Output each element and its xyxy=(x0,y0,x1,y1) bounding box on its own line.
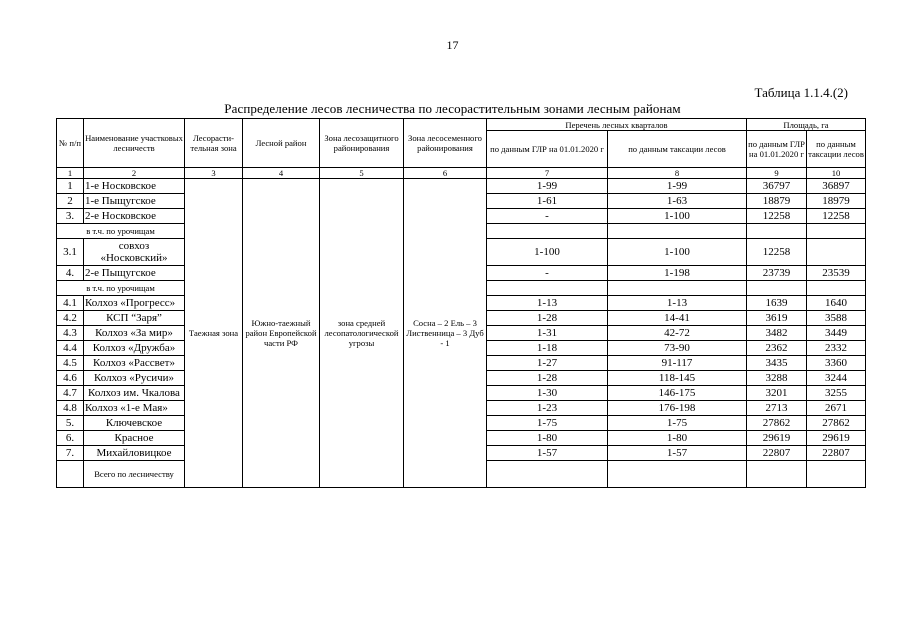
row-quarters-glr: 1-31 xyxy=(487,326,608,341)
row-name: Колхоз им. Чкалова xyxy=(84,386,185,401)
header-seed-zone: Зона лесосеменного районирования xyxy=(404,119,487,168)
header-forest-zone: Лесорасти-тельная зона xyxy=(185,119,243,168)
table-row xyxy=(57,179,866,194)
column-number: 10 xyxy=(807,168,866,179)
header-protect-zone: Зона лесозащитного районирования xyxy=(320,119,404,168)
empty-cell xyxy=(807,461,866,488)
row-quarters-glr: 1-100 xyxy=(487,239,608,266)
row-name: Колхоз «Прогресс» xyxy=(84,296,185,311)
empty-cell xyxy=(807,281,866,296)
row-area-tax: 3244 xyxy=(807,371,866,386)
row-quarters-tax: 14-41 xyxy=(608,311,747,326)
row-quarters-glr: 1-75 xyxy=(487,416,608,431)
row-quarters-tax: 91-117 xyxy=(608,356,747,371)
row-area-tax: 2671 xyxy=(807,401,866,416)
row-area-tax: 23539 xyxy=(807,266,866,281)
row-quarters-tax: 118-145 xyxy=(608,371,747,386)
row-quarters-tax: 176-198 xyxy=(608,401,747,416)
row-name: Колхоз «1-е Мая» xyxy=(84,401,185,416)
subheader-label: в т.ч. по урочищам xyxy=(57,224,185,239)
row-quarters-tax: 1-100 xyxy=(608,239,747,266)
column-number: 4 xyxy=(243,168,320,179)
row-name: Колхоз «Дружба» xyxy=(84,341,185,356)
empty-cell xyxy=(487,224,608,239)
row-num: 4.7 xyxy=(57,386,84,401)
column-number: 2 xyxy=(84,168,185,179)
row-num: 7. xyxy=(57,446,84,461)
row-area-tax: 36897 xyxy=(807,179,866,194)
header-num: № п/п xyxy=(57,119,84,168)
row-area-tax: 3588 xyxy=(807,311,866,326)
row-area-glr: 12258 xyxy=(747,239,807,266)
row-num: 1 xyxy=(57,179,84,194)
row-area-glr: 2362 xyxy=(747,341,807,356)
row-area-tax: 1640 xyxy=(807,296,866,311)
row-area-tax: 12258 xyxy=(807,209,866,224)
header-name: Наименование участковых лесничеств xyxy=(84,119,185,168)
header-quarters-tax: по данным таксации лесов xyxy=(608,131,747,168)
row-quarters-tax: 1-80 xyxy=(608,431,747,446)
row-quarters-glr: 1-99 xyxy=(487,179,608,194)
row-quarters-tax: 73-90 xyxy=(608,341,747,356)
row-area-tax: 29619 xyxy=(807,431,866,446)
row-name: 1-е Носковское xyxy=(84,179,185,194)
row-name: Ключевское xyxy=(84,416,185,431)
header-quarters-glr: по данным ГЛР на 01.01.2020 г xyxy=(487,131,608,168)
row-quarters-tax: 1-198 xyxy=(608,266,747,281)
row-area-glr: 3435 xyxy=(747,356,807,371)
row-quarters-glr: 1-27 xyxy=(487,356,608,371)
row-num: 4.8 xyxy=(57,401,84,416)
header-area-group: Площадь, га xyxy=(747,119,866,131)
empty-cell xyxy=(487,461,608,488)
empty-cell xyxy=(487,281,608,296)
row-area-glr: 29619 xyxy=(747,431,807,446)
row-quarters-glr: 1-61 xyxy=(487,194,608,209)
row-area-glr: 3619 xyxy=(747,311,807,326)
row-area-tax xyxy=(807,239,866,266)
table-label: Таблица 1.1.4.(2) xyxy=(754,85,848,100)
row-quarters-tax: 1-100 xyxy=(608,209,747,224)
row-area-glr: 27862 xyxy=(747,416,807,431)
column-number: 9 xyxy=(747,168,807,179)
empty-cell xyxy=(57,461,84,488)
row-name: КСП “Заря” xyxy=(84,311,185,326)
row-name: 2-е Носковское xyxy=(84,209,185,224)
row-area-glr: 2713 xyxy=(747,401,807,416)
column-number: 3 xyxy=(185,168,243,179)
row-name: Колхоз «Русичи» xyxy=(84,371,185,386)
header-area-glr: по данным ГЛР на 01.01.2020 г xyxy=(747,131,807,168)
seed-zone-cell: Сосна – 2 Ель – 3 Лиственница – 3 Дуб - 1 xyxy=(404,179,487,488)
row-area-tax: 27862 xyxy=(807,416,866,431)
empty-cell xyxy=(608,281,747,296)
row-num: 4.4 xyxy=(57,341,84,356)
empty-cell xyxy=(747,281,807,296)
row-num: 5. xyxy=(57,416,84,431)
header-forest-district: Лесной район xyxy=(243,119,320,168)
row-num: 6. xyxy=(57,431,84,446)
row-area-tax: 2332 xyxy=(807,341,866,356)
column-number: 7 xyxy=(487,168,608,179)
empty-cell xyxy=(747,461,807,488)
forest-zone-cell: Таежная зона xyxy=(185,179,243,488)
empty-cell xyxy=(608,224,747,239)
row-quarters-glr: 1-23 xyxy=(487,401,608,416)
column-number: 8 xyxy=(608,168,747,179)
row-area-tax: 3360 xyxy=(807,356,866,371)
row-num: 4.2 xyxy=(57,311,84,326)
row-quarters-tax: 1-57 xyxy=(608,446,747,461)
empty-cell xyxy=(807,224,866,239)
row-area-glr: 18879 xyxy=(747,194,807,209)
row-area-glr: 22807 xyxy=(747,446,807,461)
row-num: 4.1 xyxy=(57,296,84,311)
row-name: Колхоз «За мир» xyxy=(84,326,185,341)
row-area-glr: 36797 xyxy=(747,179,807,194)
row-name: Колхоз «Рассвет» xyxy=(84,356,185,371)
row-quarters-glr: 1-80 xyxy=(487,431,608,446)
row-quarters-glr: 1-28 xyxy=(487,311,608,326)
row-name: 1-е Пыщугское xyxy=(84,194,185,209)
row-num: 4.6 xyxy=(57,371,84,386)
row-area-tax: 18979 xyxy=(807,194,866,209)
total-label: Всего по лесничеству xyxy=(84,461,185,488)
forest-distribution-table xyxy=(56,118,866,488)
row-quarters-glr: 1-18 xyxy=(487,341,608,356)
row-num: 2 xyxy=(57,194,84,209)
column-number: 1 xyxy=(57,168,84,179)
row-name: Красное xyxy=(84,431,185,446)
row-num: 4. xyxy=(57,266,84,281)
row-quarters-tax: 1-13 xyxy=(608,296,747,311)
row-area-glr: 1639 xyxy=(747,296,807,311)
row-area-glr: 12258 xyxy=(747,209,807,224)
row-quarters-tax: 1-63 xyxy=(608,194,747,209)
row-num: 4.3 xyxy=(57,326,84,341)
row-area-glr: 23739 xyxy=(747,266,807,281)
row-quarters-glr: - xyxy=(487,266,608,281)
subheader-label: в т.ч. по урочищам xyxy=(57,281,185,296)
column-number: 5 xyxy=(320,168,404,179)
empty-cell xyxy=(747,224,807,239)
protect-zone-cell: зона средней лесопатологической угрозы xyxy=(320,179,404,488)
row-quarters-glr: 1-30 xyxy=(487,386,608,401)
row-quarters-tax: 1-99 xyxy=(608,179,747,194)
row-area-glr: 3288 xyxy=(747,371,807,386)
row-num: 4.5 xyxy=(57,356,84,371)
row-quarters-tax: 42-72 xyxy=(608,326,747,341)
empty-cell xyxy=(608,461,747,488)
row-quarters-tax: 1-75 xyxy=(608,416,747,431)
row-name: 2-е Пыщугское xyxy=(84,266,185,281)
forest-district-cell: Южно-таежный район Европейской части РФ xyxy=(243,179,320,488)
row-area-tax: 3449 xyxy=(807,326,866,341)
header-area-tax: по данным таксации лесов xyxy=(807,131,866,168)
table-title: Распределение лесов лесничества по лесорастительным зонами лесным районам xyxy=(224,101,681,116)
column-number: 6 xyxy=(404,168,487,179)
header-quarters-group: Перечень лесных кварталов xyxy=(487,119,747,131)
page-number: 17 xyxy=(446,38,459,52)
row-quarters-tax: 146-175 xyxy=(608,386,747,401)
row-quarters-glr: 1-13 xyxy=(487,296,608,311)
row-name: Михайловицкое xyxy=(84,446,185,461)
row-name: совхоз «Носковский» xyxy=(84,239,185,266)
row-area-glr: 3201 xyxy=(747,386,807,401)
row-quarters-glr: 1-28 xyxy=(487,371,608,386)
row-num: 3. xyxy=(57,209,84,224)
row-num: 3.1 xyxy=(57,239,84,266)
row-area-glr: 3482 xyxy=(747,326,807,341)
row-area-tax: 22807 xyxy=(807,446,866,461)
row-quarters-glr: - xyxy=(487,209,608,224)
row-area-tax: 3255 xyxy=(807,386,866,401)
row-quarters-glr: 1-57 xyxy=(487,446,608,461)
